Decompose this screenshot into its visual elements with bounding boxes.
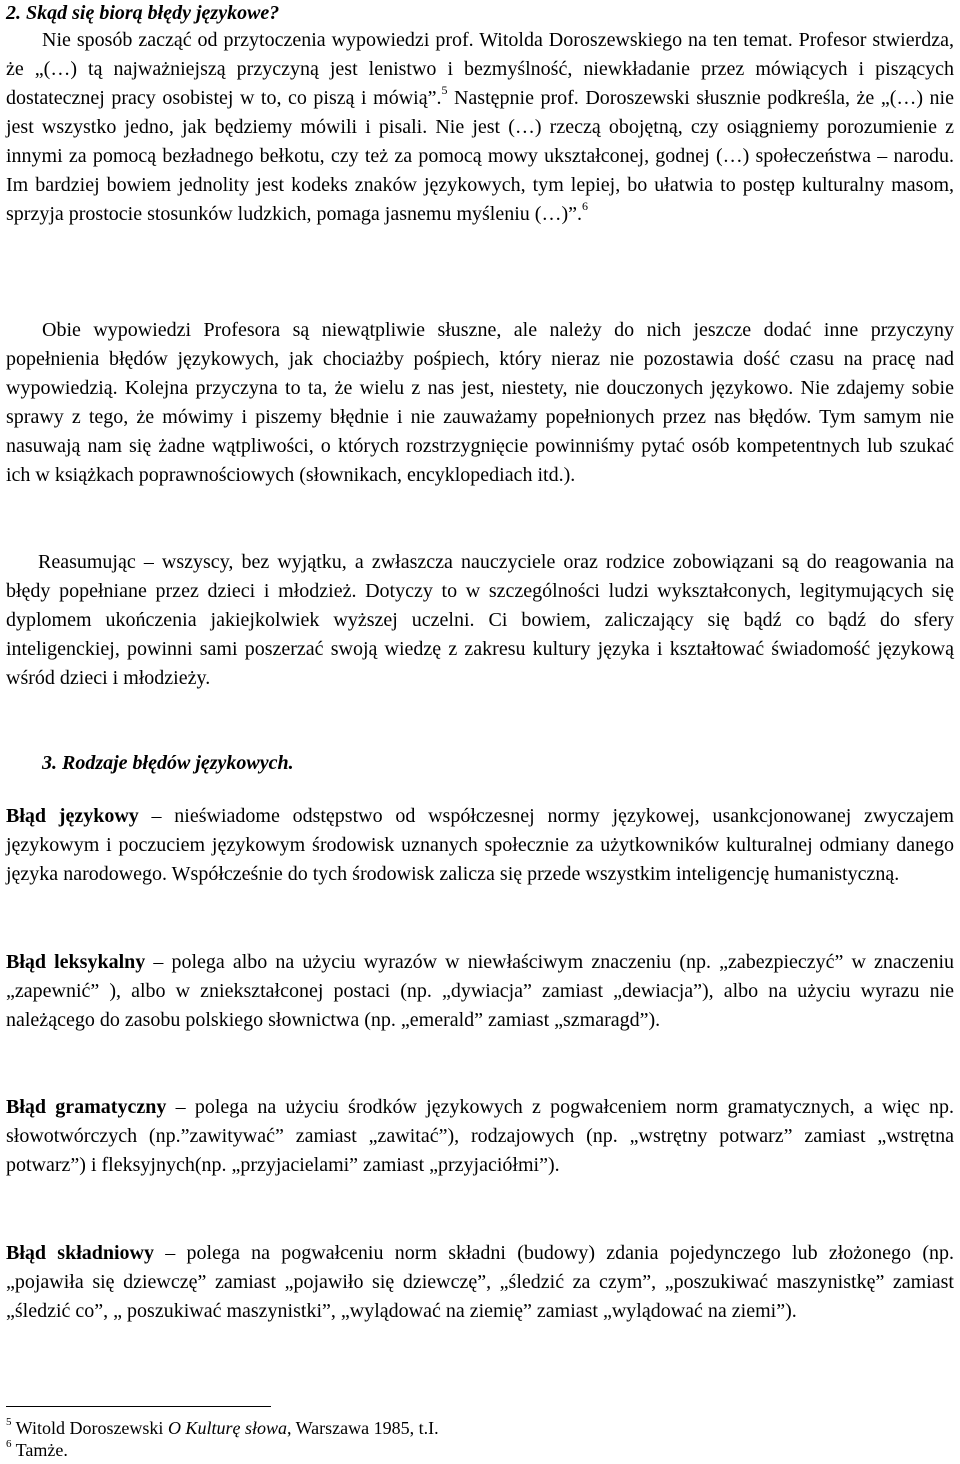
paragraph-text: Następnie prof. Doroszewski słusznie podkreśla, że „(…) nie jest wszystko jedno, jak będziemy mówili i pisali. Nie jest (…) rzeczą obojętną, czy osiągniemy porozumienie z innymi za pomocą bezładnego bełkotu, czy też za pomocą mowy ukształconej, godnej (…) społeczeństwa – narodu. Im bardziej bowiem jednolity jest kodeks znaków językowych, tym lepiej, bo ułatwia to postęp kulturalny masom, sprzyja prostocie stosunków ludzkich, pomaga jasnemu myśleniu (…)”. [6,87,954,225]
definition-term: Błąd składniowy [6,1242,154,1264]
footnote-5 [6,1417,439,1439]
paragraph-text: Obie wypowiedzi Profesora są niewątpliwie słuszne, ale należy do nich jeszcze dodać inne przyczyny popełnienia błędów językowych, jak chociażby pośpiech, który nieraz nie pozostawia dość czasu na pracę nad wypowiedzią. Kolejna przyczyna to ta, że wielu z nas jest, niestety, nie douczonych językowo. Nie zdajemy sobie sprawy z tego, że mówimy i piszemy błędnie i nie zauważamy popełnionych przez nas błędów. Tym samym nie nasuwają nam się żadne wątpliwości, o których rozstrzygnięcie powinniśmy pytać osób kompetentnych lub szukać ich w książkach poprawnościowych (słownikach, encyklopediach itd.). [6,319,954,486]
paragraph-summary [6,548,954,693]
definition-blad-gramatyczny [6,1093,954,1180]
footnote-book-title: O Kulturę słowa [167,1418,287,1438]
paragraph-text: Reasumując – wszyscy, bez wyjątku, a zwłaszcza nauczyciele oraz rodzice zobowiązani są do reagowania na błędy popełniane przez dzieci i młodzież. Dotyczy to w szczególności ludzi wykształconych, legitymujących się dyplomem ukończenia jakiejkolwiek wyższej uczelni. Ci bowiem, zaliczający się bądź co bądź do sfery inteligenckiej, powinni sami poszerzać swoją wiedzę z zakresu kultury języka i kształtować świadomość językową wśród dzieci i młodzieży. [6,551,954,689]
definition-blad-jezykowy [6,802,954,889]
paragraph-other-causes [6,316,954,490]
section-heading-2: 2. Skąd się biorą błędy językowe? [6,2,280,24]
footnote-divider [6,1406,271,1407]
footnote-6 [6,1439,68,1461]
footnote-text: , Warszawa 1985, t.I. [286,1418,439,1438]
footnote-ref-5[interactable]: 5 [441,83,448,98]
section-heading-3: 3. Rodzaje błędów językowych. [42,752,294,774]
definition-term: Błąd gramatyczny [6,1096,167,1118]
footnote-ref-6[interactable]: 6 [582,199,588,214]
definition-term: Błąd językowy [6,805,139,827]
paragraph-doroszewski-quote [6,26,954,229]
footnote-mark: 5 [6,1416,12,1428]
definition-text: – nieświadome odstępstwo od współczesnej normy językowej, usankcjonowanej zwyczajem językowym i poczuciem językowym środowisk uznanych społecznie za użytkowników kulturalnej odmiany danego języka narodowego. Współcześnie do tych środowisk zalicza się przede wszystkim inteligencję humanistyczną. [6,805,954,885]
definition-text: – polega na pogwałceniu norm składni (budowy) zdania pojedynczego lub złożonego (np. „pojawiła się dziewczę” zamiast „pojawiło się dziewczę”, „śledzić za czym”, „poszukiwać maszynistkę” zamiast „śledzić co”, „ poszukiwać maszynistki”, „wylądować na ziemię” zamiast „wylądować na ziemi”). [6,1242,954,1322]
footnote-mark: 6 [6,1438,12,1450]
definition-blad-skladniowy [6,1239,954,1326]
definition-text: – polega na użyciu środków językowych z pogwałceniem norm gramatycznych, a więc np. słowotwórczych (np.”zawitywać” zamiast „zawitać”), rodzajowych (np. „wstrętny potwarz” zamiast „wstrętna potwarz”) i fleksyjnych(np. „przyjacielami” zamiast „przyjaciółmi”). [6,1096,954,1176]
definition-blad-leksykalny [6,948,954,1035]
definition-text: – polega albo na użyciu wyrazów w niewłaściwym znaczeniu (np. „zabezpieczyć” w znaczeniu „zapewnić” ), albo w zniekształconej postaci (np. „dywiacja” zamiast „dewiacja”), albo na użyciu wyrazu nie należącego do zasobu polskiego słownictwa (np. „emerald” zamiast „szmaragd”). [6,951,954,1031]
paragraph-text: Nie sposób zacząć od przytoczenia wypowiedzi prof. Witolda Doroszewskiego na ten temat. Profesor stwierdza, że „(…) tą najważniejszą przyczyną jest lenistwo i bezmyślność, niewkładanie przez mówiących i piszących dostatecznej pracy osobistej w to, co piszą i mówią”. [6,29,954,109]
footnote-text: Witold Doroszewski [11,1418,168,1438]
footnote-text: Tamże. [11,1440,68,1460]
definition-term: Błąd leksykalny [6,951,146,973]
